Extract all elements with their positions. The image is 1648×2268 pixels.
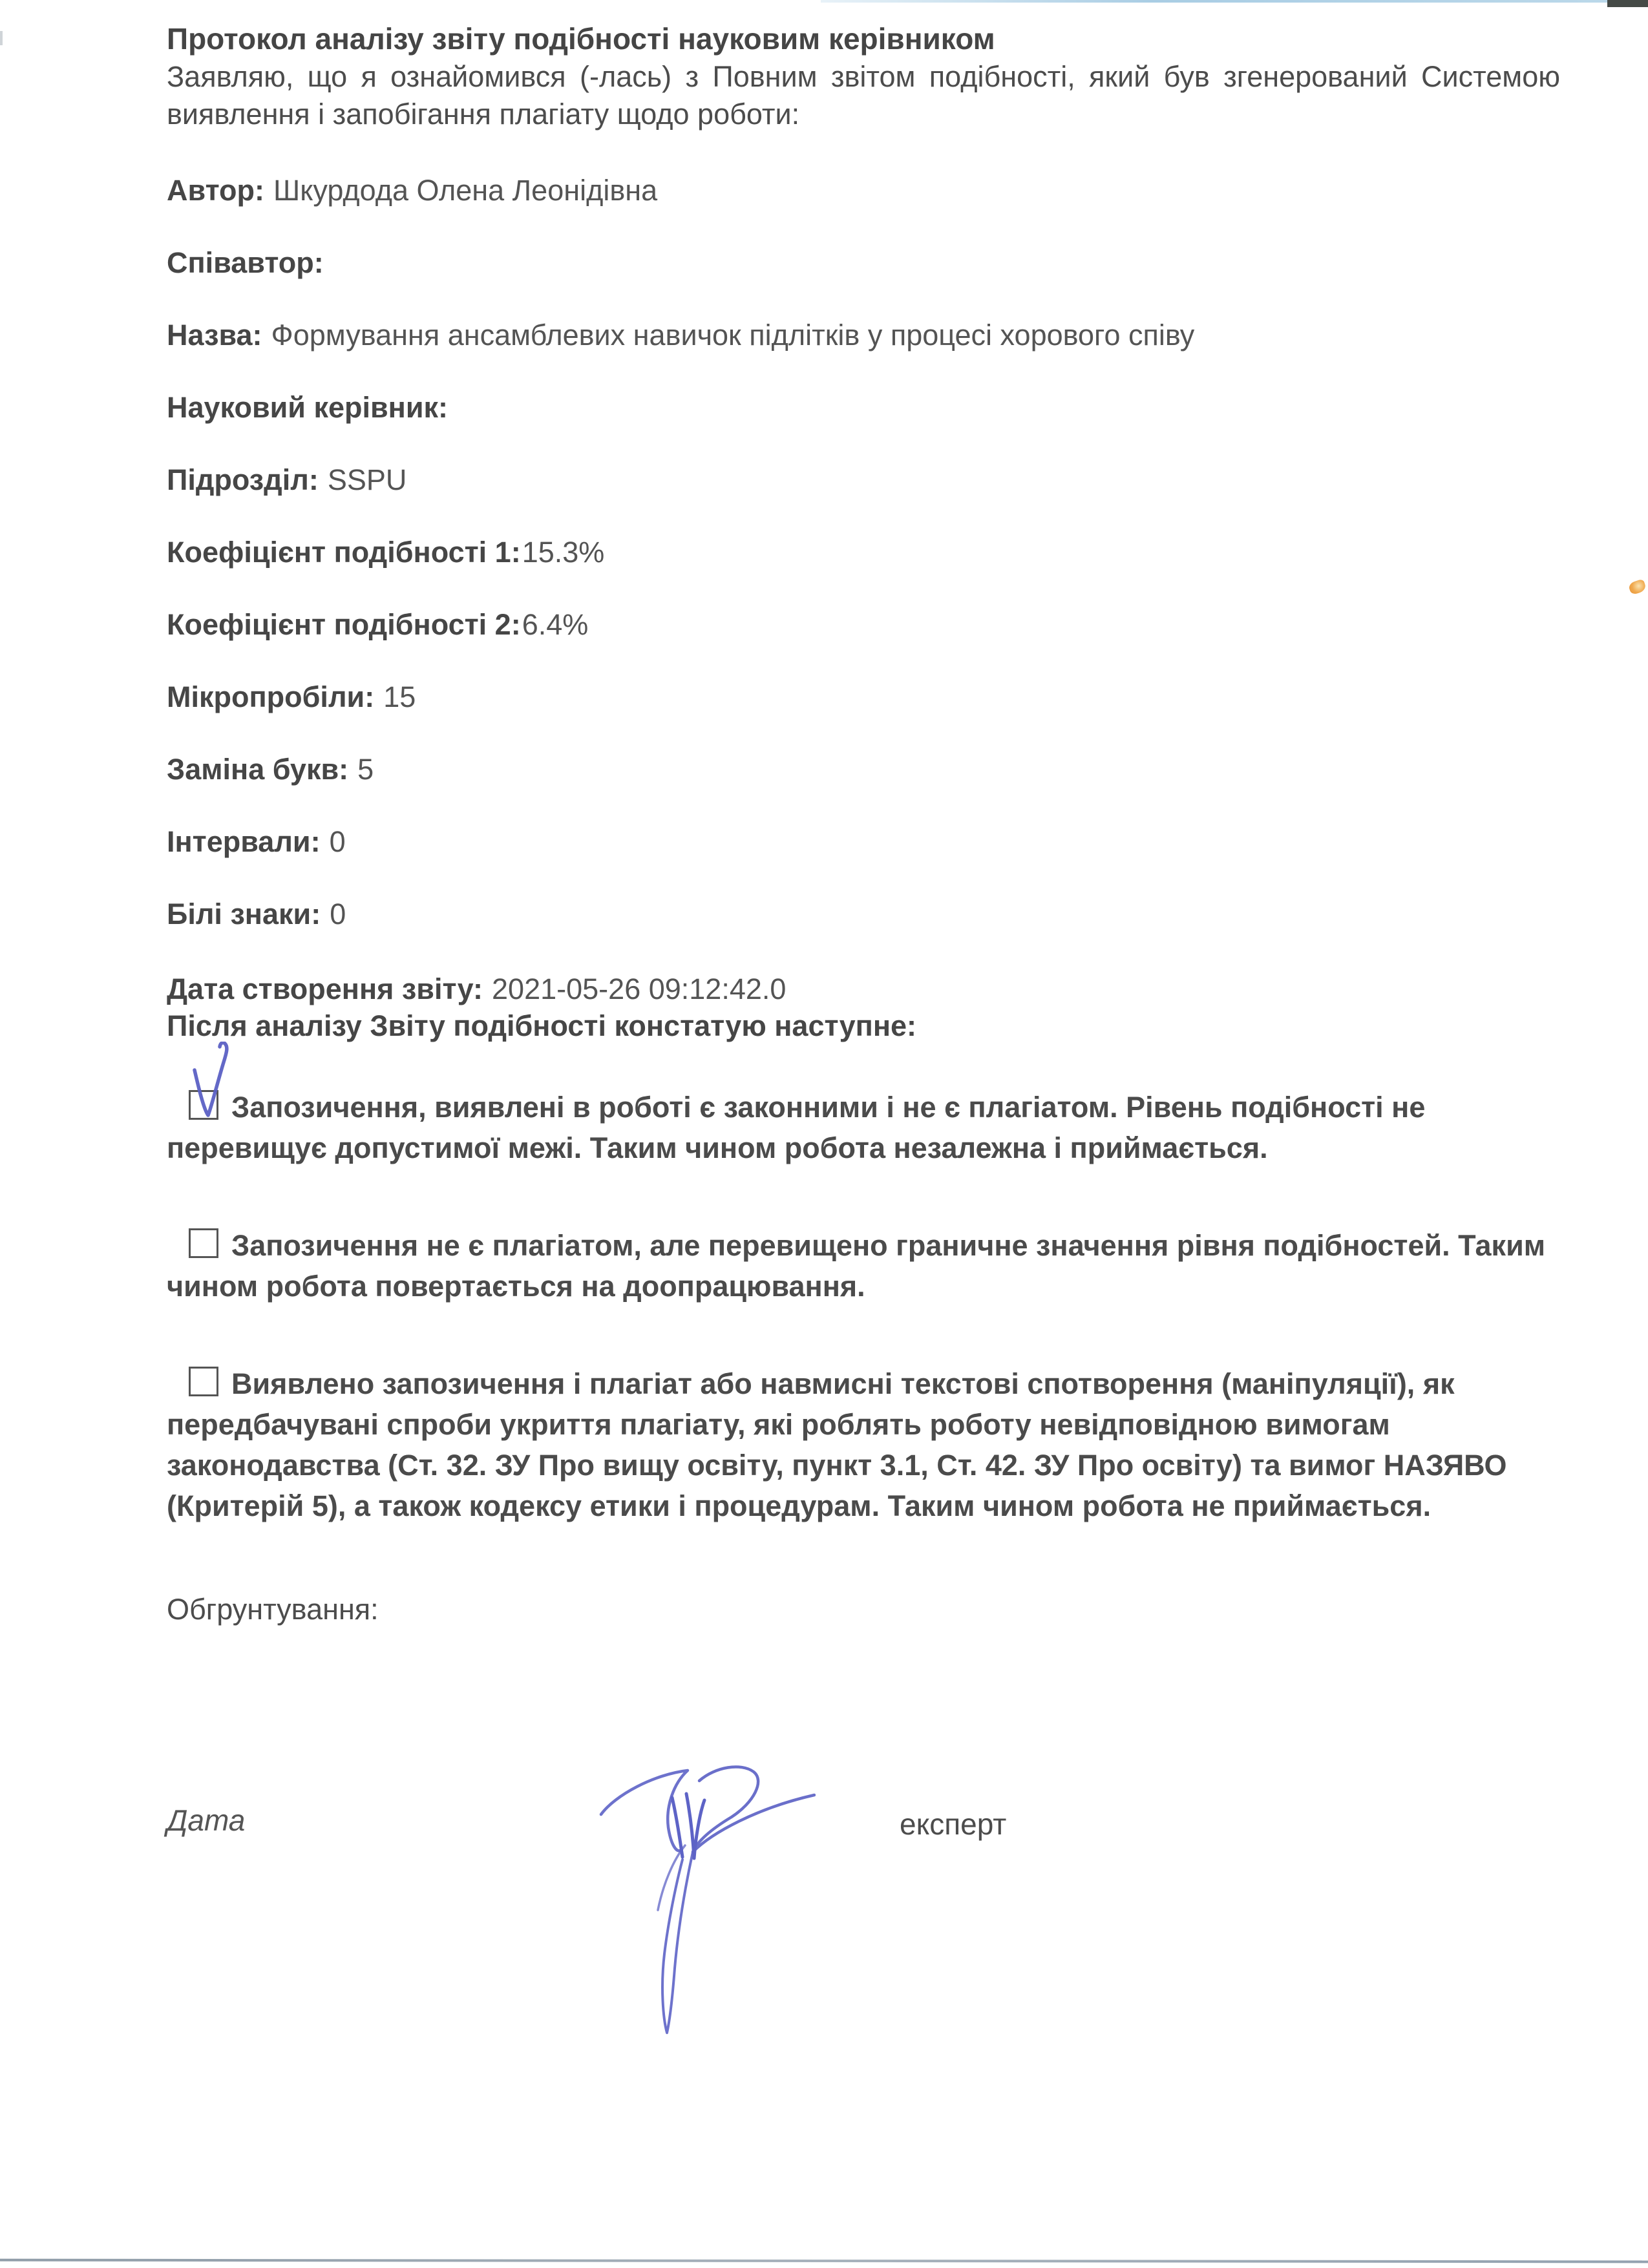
option-rejected (167, 1363, 1560, 1526)
field-label: Білі знаки: (167, 898, 321, 930)
field-label: Мікропробіли: (167, 680, 375, 713)
field-value: 15 (383, 680, 416, 713)
report-creation-date (167, 971, 1560, 1007)
scan-edge-line-bottom (0, 2259, 1648, 2263)
field-coauthor (167, 247, 1560, 279)
field-work-title (167, 319, 1560, 352)
field-white-signs (167, 898, 1560, 930)
field-subdivision (167, 464, 1560, 496)
checkbox-returned[interactable] (189, 1228, 218, 1258)
date-label: Дата (167, 1803, 246, 1837)
field-value: SSPU (327, 463, 407, 496)
signature-footer (167, 1781, 1560, 2052)
field-label: Інтервали: (167, 825, 321, 858)
field-label: Назва: (167, 319, 262, 352)
field-label: Співавтор: (167, 246, 324, 279)
justification-label: Обгрунтування: (167, 1593, 379, 1626)
scan-smudge-mark (1628, 579, 1647, 596)
field-value: 5 (357, 753, 374, 786)
field-label: Дата створення звіту: (167, 972, 483, 1005)
document-content (167, 19, 1560, 2052)
checkbox-rejected[interactable] (189, 1367, 218, 1396)
field-microspaces (167, 681, 1560, 713)
report-date-block (167, 971, 1560, 1044)
field-label: Науковий керівник: (167, 391, 449, 424)
field-label: Підрозділ: (167, 463, 319, 496)
field-value: 15.3% (522, 536, 605, 569)
field-value: Шкурдода Олена Леонідівна (273, 174, 658, 207)
option-text: Виявлено запозичення і плагіат або навмисні текстові спотворення (маніпуляції), як передбачувані спроби укриття плагіату, які роблять роботу невідповідною вимогам законодавства (Ст. 32. ЗУ Про вищу освіту, пункт 3.1, Ст. 42. ЗУ Про освіту) та вимог НАЗЯВО (Критерій 5), а також кодексу етики і процедурам. Таким чином робота не приймається. (167, 1367, 1507, 1522)
field-author (167, 174, 1560, 207)
field-label: Коефіцієнт подібності 2: (167, 608, 521, 641)
field-letter-substitution (167, 753, 1560, 786)
field-similarity-coefficient-1 (167, 536, 1560, 569)
option-text: Запозичення не є плагіатом, але перевищено граничне значення рівня подібностей. Таким чином робота повертається на доопрацювання. (167, 1229, 1546, 1303)
option-returned-for-revision (167, 1225, 1560, 1307)
field-label: Автор: (167, 174, 264, 207)
page-title: Протокол аналізу звіту подібності науковим керівником (167, 22, 995, 56)
field-similarity-coefficient-2 (167, 609, 1560, 641)
field-value: 0 (330, 898, 346, 930)
field-supervisor (167, 392, 1560, 424)
option-text: Запозичення, виявлені в роботі є законними і не є плагіатом. Рівень подібності не перевищує допустимої межі. Таким чином робота незалежна і приймається. (167, 1091, 1426, 1164)
field-value: 2021-05-26 09:12:42.0 (492, 972, 787, 1005)
field-label: Заміна букв: (167, 753, 349, 786)
pen-checkmark-icon (184, 1042, 235, 1127)
option-accepted (167, 1087, 1560, 1168)
checkbox-accepted[interactable] (189, 1090, 218, 1120)
analysis-statement: Після аналізу Звіту подібності констатую наступне: (167, 1009, 917, 1042)
scan-corner-artifact (1607, 0, 1648, 7)
field-value: Формування ансамблевих навичок підлітків у процесі хорового співу (271, 319, 1195, 352)
field-value: 6.4% (522, 608, 589, 641)
intro-paragraph: Заявляю, що я ознайомився (-лась) з Повним звітом подібності, який був згенерований Системою виявлення і запобігання плагіату щодо роботи: (167, 60, 1560, 131)
field-label: Коефіцієнт подібності 1: (167, 536, 521, 569)
expert-label: експерт (900, 1807, 1007, 1841)
scan-edge-artifact-left (0, 31, 3, 45)
signature (596, 1755, 816, 2046)
scan-edge-artifact-top (821, 0, 1648, 3)
field-intervals (167, 826, 1560, 858)
field-value: 0 (329, 825, 346, 858)
